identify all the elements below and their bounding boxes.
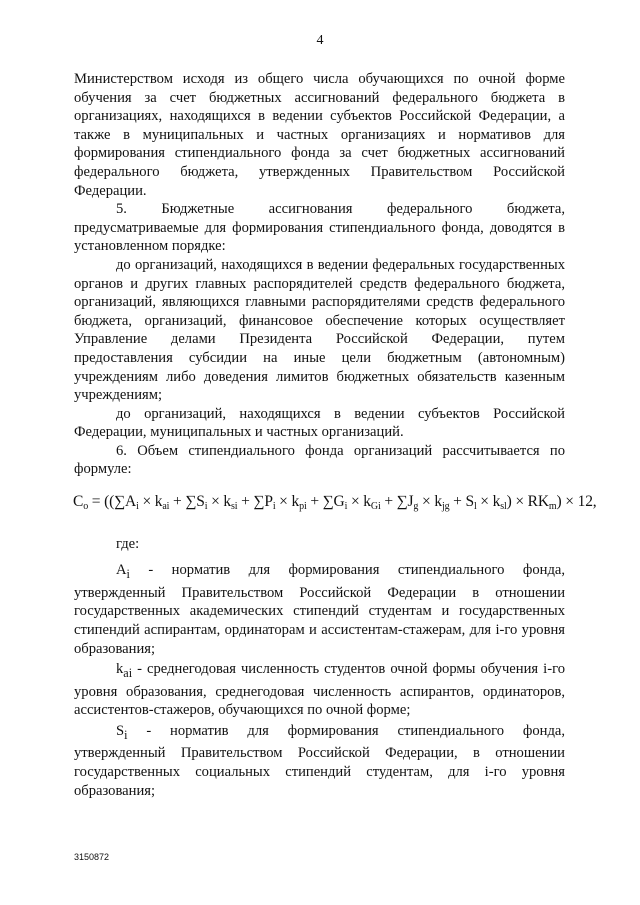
formula-part: + ∑J [380,493,414,511]
formula-part: × k [476,493,501,511]
formula-part: × k [138,493,163,511]
formula-subscript: Gi [370,501,381,513]
definition-symbol-subscript: i [124,727,128,742]
definition-text: - норматив для формирования стипендиального фонда, утвержденный Правительством Российской Федерации, в отношении государственных социальных стипендий студентам, для i-го уровня образования; [74,722,565,799]
formula-subscript: pi [299,501,307,513]
definition-text: - норматив для формирования стипендиального фонда, утвержденный Правительством Российской Федерации в отношении государственных академических стипендий студентам и государственных стипендий аспирантам, ординаторам и ассистентам-стажерам, для i-го уровня образования; [74,562,565,657]
formula-subscript: sl [500,501,507,513]
formula-subscript: ai [162,501,170,513]
formula-part: × k [347,493,371,511]
formula-part: ) × RK [506,493,549,511]
paragraph-item-5: 5. Бюджетные ассигнования федерального бюджета, предусматриваемые для формирования стипендиального фонда, доводятся в установленном порядке: [74,201,565,255]
formula-part: ) × 12, [556,493,597,511]
formula-part: C [73,493,84,511]
definition-symbol: k [116,661,124,678]
document-body [73,70,597,800]
paragraph-item-6: 6. Объем стипендиального фонда организаций рассчитывается по формуле: [74,442,565,478]
formula-part: + ∑G [306,493,345,511]
page-number: 4 [316,33,324,48]
definition-symbol: S [116,722,125,739]
formula-subscript: jg [441,501,450,513]
paragraph-federal-orgs: до организаций, находящихся в ведении федеральных государственных органов и других главных распорядителей средств федерального бюджета, организаций, являющихся главными распорядителями средств федерального бюджета, организаций, финансовое обеспечение которых осуществляет Управление делами Президента Российской Федерации, путем предоставления субсидии на иные цели бюджетным (автономным) учреждениям либо доведения лимитов бюджетных обязательств казенным учреждениям; [74,256,565,404]
formula-part: × k [207,493,232,511]
formula-subscript: i [344,501,348,513]
formula-part: + ∑S [169,493,205,511]
paragraph-regional-orgs: до организаций, находящихся в ведении субъектов Российской Федерации, муниципальных и частных организаций. [74,405,565,441]
formula-part: = ((∑A [88,493,137,511]
definition-k-ai [74,660,565,720]
formula-subscript: si [231,501,238,513]
definition-s-i [74,722,565,800]
formula-part: + S [449,493,474,511]
definition-symbol: A [116,562,127,579]
document-id: 3150872 [74,852,110,862]
definition-symbol-subscript: i [126,567,130,582]
formula-subscript: m [548,501,557,513]
definition-symbol-subscript: ai [123,666,133,681]
where-label: где: [116,535,140,552]
formula-subscript: g [413,501,419,513]
formula-subscript: i [272,501,276,513]
definition-a-i [74,561,565,658]
paragraph-intro: Министерством исходя из общего числа обучающихся по очной форме обучения за счет бюджетных ассигнований федерального бюджета в организациях, находящихся в ведении субъектов Российской Федерации, а также в муниципальных и частных организациях и нормативов для формирования стипендиального фонда за счет бюджетных ассигнований федерального бюджета, утвержденных Правительством Российской Федерации. [74,71,565,199]
formula-part: + ∑P [237,493,273,511]
stipend-formula [73,493,597,517]
formula-part: × k [418,493,442,511]
formula-subscript: l [473,501,477,513]
formula-part: × k [275,493,300,511]
formula-subscript: i [204,501,208,513]
definition-text: - среднегодовая численность студентов очной формы обучения i-го уровня образования, среднегодовая численность аспирантов, ординаторов, ассистентов-стажеров, обучающихся по очной форме; [74,661,565,719]
formula-subscript: i [136,501,139,513]
formula-subscript: o [83,501,89,513]
